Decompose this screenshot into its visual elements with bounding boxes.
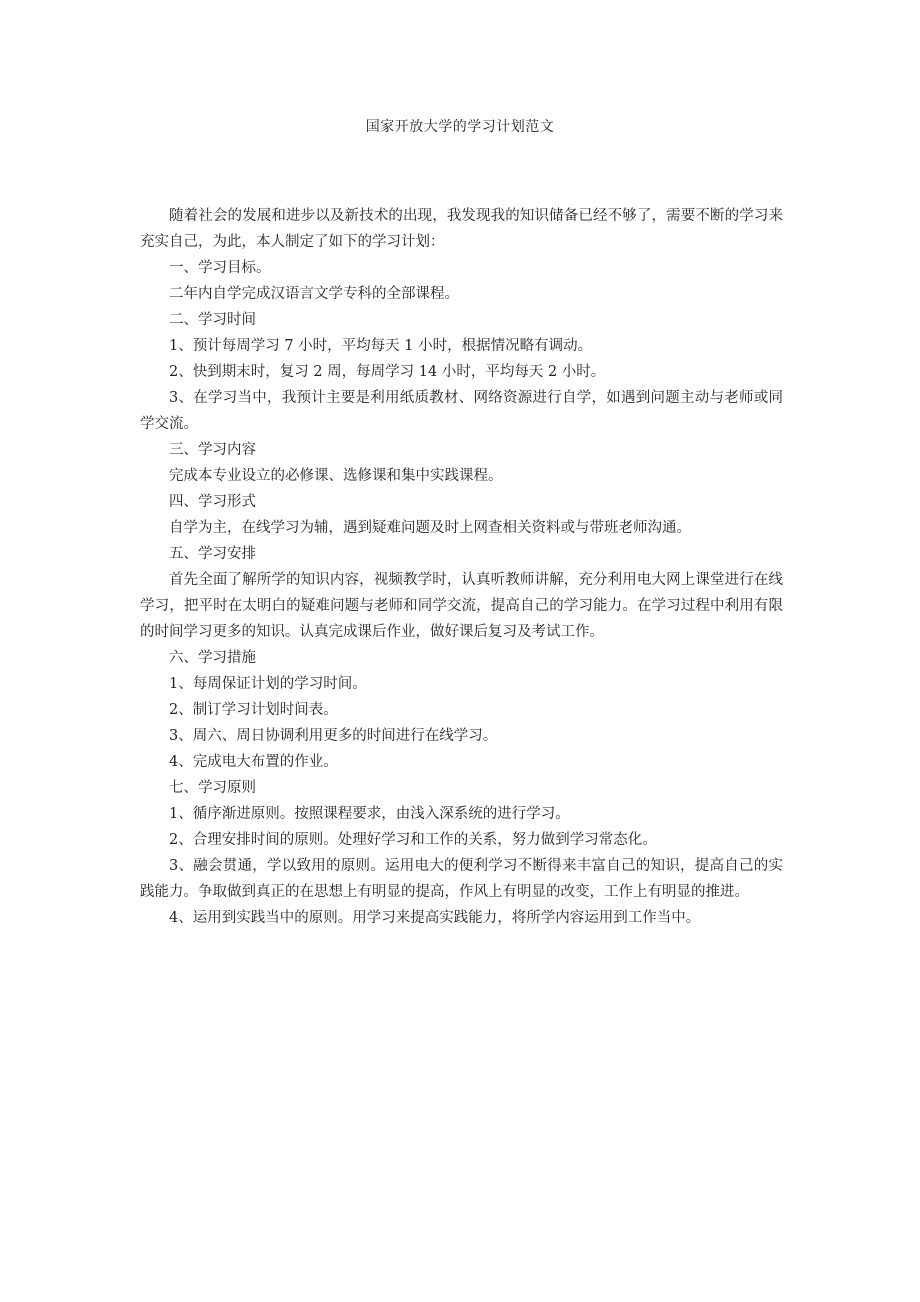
list-item: 3、融会贯通，学以致用的原则。运用电大的便利学习不断得来丰富自己的知识，提高自己的实践能力。争取做到真正的在思想上有明显的提高，作风上有明显的改变，工作上有明显的推进。: [140, 858, 783, 900]
list-item: 2、制订学习计划时间表。: [169, 702, 338, 718]
list-item: 2、快到期末时，复习 2 周，每周学习 14 小时，平均每天 2 小时。: [169, 364, 606, 380]
heading-content: 三、学习内容: [169, 442, 256, 458]
paragraph-intro: 随着社会的发展和进步以及新技术的出现，我发现我的知识储备已经不够了，需要不断的学习来充实自己，为此，本人制定了如下的学习计划：: [140, 208, 783, 250]
paragraph-form: 自学为主，在线学习为辅，遇到疑难问题及时上网查相关资料或与带班老师沟通。: [169, 520, 691, 536]
heading-arrangement: 五、学习安排: [169, 546, 256, 562]
list-item: 4、完成电大布置的作业。: [169, 754, 338, 770]
paragraph-content: 完成本专业设立的必修课、选修课和集中实践课程。: [169, 468, 503, 484]
heading-form: 四、学习形式: [169, 494, 256, 510]
heading-measures: 六、学习措施: [169, 650, 256, 666]
list-item: 4、运用到实践当中的原则。用学习来提高实践能力，将所学内容运用到工作当中。: [169, 910, 701, 926]
list-item: 1、预计每周学习 7 小时，平均每天 1 小时，根据情况略有调动。: [169, 338, 593, 354]
paragraph-arrangement: 首先全面了解所学的知识内容，视频教学时，认真听教师讲解，充分利用电大网上课堂进行在线学习，把平时在太明白的疑难问题与老师和同学交流，提高自己的学习能力。在学习过程中利用有限的时间学习更多的知识。认真完成课后作业，做好课后复习及考试工作。: [140, 572, 783, 640]
list-item: 3、在学习当中，我预计主要是利用纸质教材、网络资源进行自学，如遇到问题主动与老师或同学交流。: [140, 390, 783, 432]
list-item: 1、循序渐进原则。按照课程要求，由浅入深系统的进行学习。: [169, 806, 570, 822]
list-item: 2、合理安排时间的原则。处理好学习和工作的关系，努力做到学习常态化。: [169, 832, 657, 848]
document-body: [140, 203, 783, 931]
paragraph-goal: 二年内自学完成汉语言文学专科的全部课程。: [169, 286, 459, 302]
heading-time: 二、学习时间: [169, 312, 256, 328]
document-title: 国家开放大学的学习计划范文: [365, 119, 555, 135]
heading-goal: 一、学习目标。: [169, 260, 271, 276]
list-item: 1、每周保证计划的学习时间。: [169, 676, 367, 692]
heading-principles: 七、学习原则: [169, 780, 256, 796]
list-item: 3、周六、周日协调利用更多的时间进行在线学习。: [169, 728, 498, 744]
